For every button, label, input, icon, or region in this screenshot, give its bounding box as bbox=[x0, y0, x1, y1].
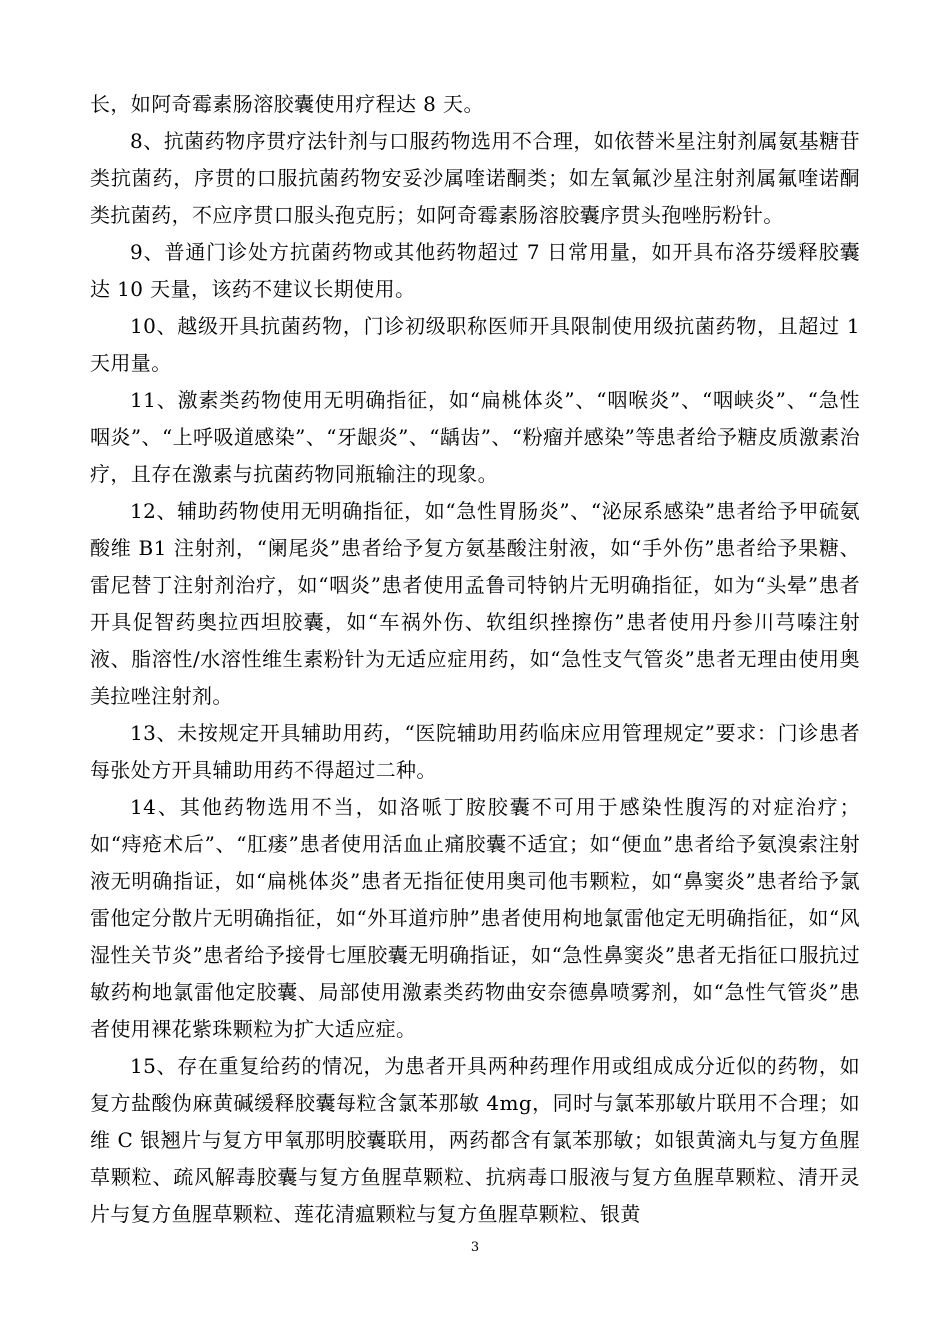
paragraph-item-14: 14、其他药物选用不当，如洛哌丁胺胶囊不可用于感染性腹泻的对症治疗；如“痔疮术后”、“肛瘘”患者使用活血止痛胶囊不适宜；如“便血”患者给予氨溴索注射液无明确指证，如“扁桃体炎”患者无指征使用奥司他韦颗粒，如“鼻窦炎”患者给予氯雷他定分散片无明确指征，如“外耳道疖肿”患者使用枸地氯雷他定无明确指征，如“风湿性关节炎”患者给予接骨七厘胶囊无明确指证，如“急性鼻窦炎”患者无指征口服抗过敏药枸地氯雷他定胶囊、局部使用激素类药物曲安奈德鼻喷雾剂，如“急性气管炎”患者使用裸花紫珠颗粒为扩大适应症。 bbox=[90, 795, 860, 1041]
paragraph-continuation: 长，如阿奇霉素肠溶胶囊使用疗程达 8 天。 bbox=[90, 92, 484, 116]
paragraph-item-12: 12、辅助药物使用无明确指征，如“急性胃肠炎”、“泌尿系感染”患者给予甲硫氨酸维 B1 注射剂，“阑尾炎”患者给予复方氨基酸注射液，如“手外伤”患者给予果糖、雷尼替丁注射剂治疗，如“咽炎”患者使用孟鲁司特钠片无明确指征，如为“头晕”患者开具促智药奥拉西坦胶囊，如“车祸外伤、软组织挫擦伤”患者使用丹参川芎嗪注射液、脂溶性/水溶性维生素粉针为无适应症用药，如“急性支气管炎”患者无理由使用奥美拉唑注射剂。 bbox=[90, 499, 860, 708]
page-number: 3 bbox=[470, 1240, 480, 1255]
paragraph-item-15: 15、存在重复给药的情况，为患者开具两种药理作用或组成成分近似的药物，如复方盐酸伪麻黄碱缓释胶囊每粒含氯苯那敏 4mg，同时与氯苯那敏片联用不合理；如维 C 银翘片与复方甲氧那明胶囊联用，两药都含有氯苯那敏；如银黄滴丸与复方鱼腥草颗粒、疏风解毒胶囊与复方鱼腥草颗粒、抗病毒口服液与复方鱼腥草颗粒、清开灵片与复方鱼腥草颗粒、莲花清瘟颗粒与复方鱼腥草颗粒、银黄 bbox=[90, 1054, 860, 1226]
paragraph-item-8: 8、抗菌药物序贯疗法针剂与口服药物选用不合理，如依替米星注射剂属氨基糖苷类抗菌药，序贯的口服抗菌药物安妥沙属喹诺酮类；如左氧氟沙星注射剂属氟喹诺酮类抗菌药，不应序贯口服头孢克肟；如阿奇霉素肠溶胶囊序贯头孢唑肟粉针。 bbox=[90, 129, 860, 227]
paragraph-item-11: 11、激素类药物使用无明确指征，如“扁桃体炎”、“咽喉炎”、“咽峡炎”、“急性咽炎”、“上呼吸道感染”、“牙龈炎”、“龋齿”、“粉瘤并感染”等患者给予糖皮质激素治疗，且存在激素与抗菌药物同瓶输注的现象。 bbox=[90, 388, 860, 486]
paragraph-item-9: 9、普通门诊处方抗菌药物或其他药物超过 7 日常用量，如开具布洛芬缓释胶囊达 10 天量，该药不建议长期使用。 bbox=[90, 240, 860, 301]
body-text bbox=[90, 86, 860, 1233]
paragraph-item-13: 13、未按规定开具辅助用药，“医院辅助用药临床应用管理规定”要求：门诊患者每张处方开具辅助用药不得超过二种。 bbox=[90, 721, 860, 782]
paragraph-item-10: 10、越级开具抗菌药物，门诊初级职称医师开具限制使用级抗菌药物，且超过 1 天用量。 bbox=[90, 314, 860, 375]
